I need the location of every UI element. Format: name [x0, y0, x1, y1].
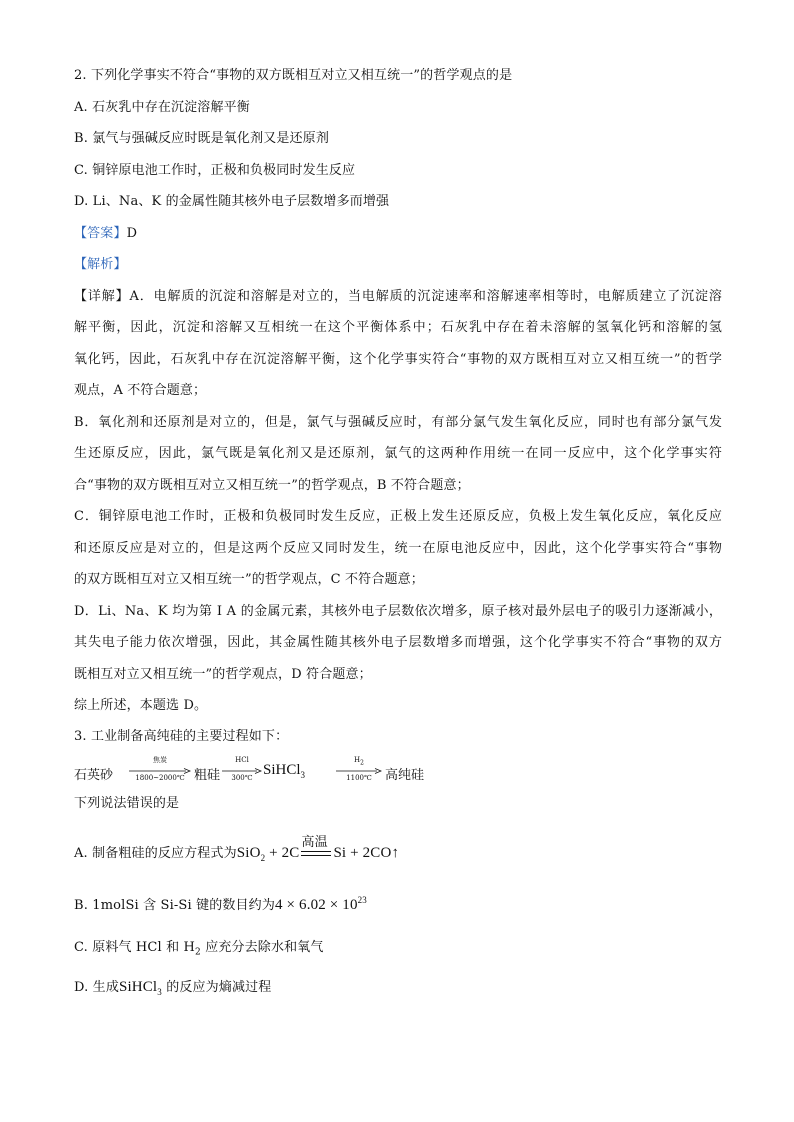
q3-option-a: A. 制备粗硅的反应方程式为SiO$_2$ + 2C 高温 Si + 2CO↑: [74, 833, 400, 863]
q3-option-d: D. 生成SiHCl$_3$ 的反应为熵减过程: [74, 979, 272, 997]
arrow2-condition: 300℃: [231, 774, 253, 782]
q2-answer: [74, 226, 137, 242]
answer-value: D: [126, 226, 138, 241]
q3-stem: 3. 工业制备高纯硅的主要过程如下：: [74, 729, 289, 744]
detail-line-9: 和还原反应是对立的，但是这两个反应又同时发生，统一在原电池反应中，因此，这个化学事实符合“事物: [74, 541, 722, 556]
detail-line-1: 【详解】A．电解质的沉淀和溶解是对立的，当电解质的沉淀速率和溶解速率相等时，电解质建立了沉淀溶: [74, 289, 722, 304]
flow-arrow-1: [129, 756, 191, 786]
arrow3-condition: 1100℃: [346, 774, 372, 782]
detail-line-4: 观点，A 不符合题意；: [74, 383, 207, 398]
q2-option-c: C. 铜锌原电池工作时，正极和负极同时发生反应: [74, 163, 356, 178]
detail-line-2: 解平衡，因此，沉淀和溶解又互相统一在这个平衡体系中；石灰乳中存在着未溶解的氢氧化钙和溶解的氢: [74, 320, 722, 335]
q2-option-d: D. Li、Na、K 的金属性随其核外电子层数增多而增强: [74, 194, 390, 209]
detail-line-6: 生还原反应，因此，氯气既是氧化剂又是还原剂，氯气的这两种作用统一在同一反应中，这个化学事实符: [74, 446, 722, 461]
equation: SiO$_2$ + 2C 高温 Si + 2CO↑: [236, 833, 400, 863]
q3-ask: 下列说法错误的是: [74, 796, 180, 811]
q2-option-a: A. 石灰乳中存在沉淀溶解平衡: [74, 100, 250, 115]
arrow1-condition: 1800~2000℃: [135, 774, 185, 782]
flow-quartz-sand: 石英砂: [74, 768, 114, 783]
detail-line-11: D．Li、Na、K 均为第 I A 的金属元素，其核外电子层数依次增多，原子核对最外层电子的吸引力逐渐减小，: [74, 604, 722, 619]
flow-arrow-3: [336, 756, 382, 786]
arrow1-reagent: 焦炭: [153, 756, 167, 764]
detail-line-8: C．铜锌原电池工作时，正极和负极同时发生反应，正极上发生还原反应，负极上发生氧化反应，氧化反应: [74, 509, 722, 524]
arrow2-reagent: HCl: [235, 756, 249, 764]
detail-line-5: B．氧化剂和还原剂是对立的，但是，氯气与强碱反应时，有部分氯气发生氧化反应，同时也有部分氯气发: [74, 415, 722, 430]
flow-pure-si: 高纯硅: [385, 768, 425, 783]
q2-stem: 2. 下列化学事实不符合“事物的双方既相互对立又相互统一”的哲学观点的是: [74, 68, 513, 83]
q2-summary: 综上所述，本题选 D。: [74, 698, 208, 713]
analysis-tag: 【解析】: [74, 257, 127, 272]
flow-arrow-2: [222, 756, 262, 786]
detail-line-7: 合“事物的双方既相互对立又相互统一”的哲学观点，B 不符合题意；: [74, 478, 470, 493]
detail-line-3: 氧化钙，因此，石灰乳中存在沉淀溶解平衡，这个化学事实符合“事物的双方既相互对立又相互统一”的哲学: [74, 352, 722, 367]
detail-line-10: 的双方既相互对立又相互统一”的哲学观点，C 不符合题意；: [74, 572, 424, 587]
detail-line-12: 其失电子能力依次增强，因此，其金属性随其核外电子层数增多而增强，这个化学事实不符合“事物的双方: [74, 635, 722, 650]
q2-option-b: B. 氯气与强碱反应时既是氧化剂又是还原剂: [74, 131, 329, 146]
q3-option-b: B. 1molSi 含 Si-Si 键的数目约为$4 \times 6.02 \times 10^{23}$: [74, 895, 367, 913]
answer-tag: 【答案】: [74, 226, 127, 241]
arrow3-reagent: $H_2$: [354, 756, 364, 767]
q3-option-c: C. 原料气 HCl 和 $H_2$ 应充分去除水和氧气: [74, 940, 324, 958]
detail-line-13: 既相互对立又相互统一”的哲学观点，D 符合题意；: [74, 667, 372, 682]
flow-sihcl3: SiHCl$_3$: [263, 762, 306, 780]
detail-tag: 【详解】: [74, 289, 130, 304]
flow-crude-si: 粗硅: [194, 768, 221, 783]
equation-sign: 高温: [301, 849, 331, 859]
